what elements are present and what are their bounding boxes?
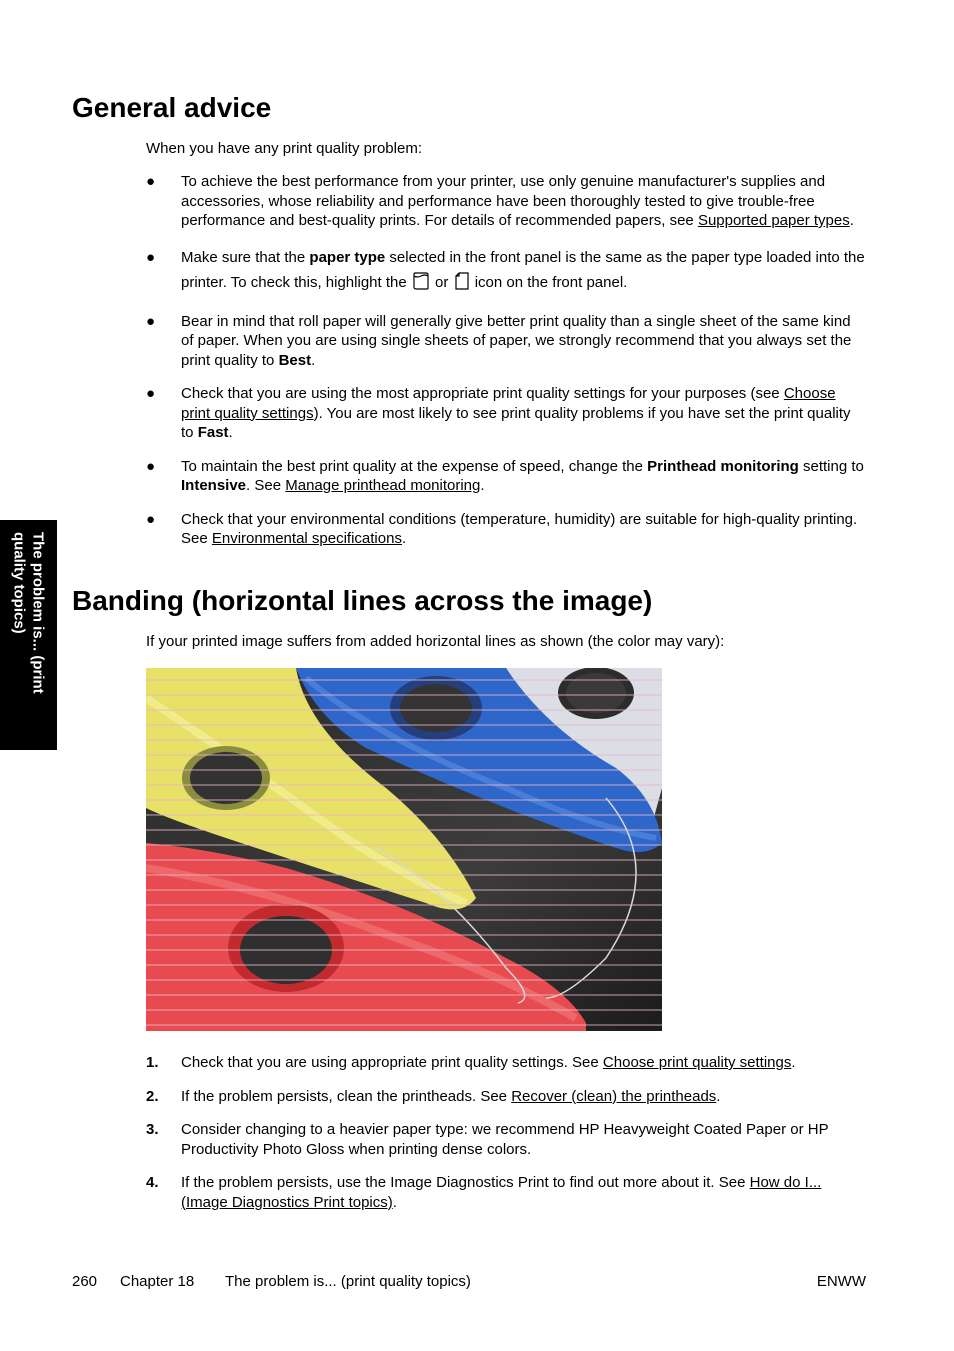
general-advice-heading: General advice [72, 92, 272, 123]
bullet-text: To maintain the best print quality at the expense of speed, change the [181, 457, 648, 475]
bullet-icon: ● [146, 457, 156, 475]
list-item [146, 457, 866, 496]
list-item [146, 1087, 866, 1107]
step-number: 3. [146, 1121, 159, 1138]
bullet-text-or: or [430, 273, 453, 291]
general-advice-list [146, 172, 866, 549]
link-environmental-specifications[interactable]: Environmental specifications [211, 530, 402, 547]
banding-steps [146, 1053, 866, 1212]
step-text: If the problem persists, clean the printheads. See [181, 1087, 512, 1105]
bullet-icon: ● [146, 248, 156, 266]
banding-example-image [146, 668, 662, 1031]
step-text: If the problem persists, use the Image Diagnostics Print to find out more about it. See [181, 1174, 750, 1191]
step-text: Check that you are using appropriate print quality settings. See [181, 1054, 603, 1071]
bullet-text-mid: selected in the front panel is the same as the paper type loaded into the printer. To check this, highlight the [181, 248, 865, 291]
bullet-text: Check that you are using the most appropriate print quality settings for your purposes (see [181, 385, 784, 402]
bold-paper-type: paper type [309, 248, 386, 266]
bullet-icon: ● [146, 385, 156, 402]
bold-best: Best [278, 351, 312, 369]
bullet-text: Check that your environmental conditions (temperature, humidity) are suitable for high-quality printing. See [181, 510, 858, 547]
roll-paper-icon [413, 272, 429, 298]
list-item [146, 172, 866, 231]
chapter-side-tab [0, 520, 57, 750]
link-image-diagnostics-print[interactable]: How do I... (Image Diagnostics Print topics) [181, 1174, 822, 1211]
list-item [146, 384, 866, 443]
side-tab-label: The problem is... (print quality topics) [10, 532, 47, 694]
step-number: 1. [146, 1054, 159, 1071]
banding-intro: If your printed image suffers from added horizontal lines as shown (the color may vary): [146, 633, 725, 650]
step-number: 4. [146, 1174, 159, 1191]
footer-chapter: Chapter 18 [120, 1273, 195, 1290]
step-number: 2. [146, 1087, 159, 1105]
list-item [146, 1053, 866, 1073]
bold-fast: Fast [197, 424, 229, 441]
footer-locale: ENWW [816, 1273, 866, 1290]
bullet-icon: ● [146, 173, 156, 190]
step-text-end: . [791, 1054, 796, 1071]
list-item [146, 1120, 866, 1159]
bold-intensive: Intensive [181, 477, 247, 494]
bullet-text-mid: setting to [798, 457, 864, 475]
bullet-text-end: . [849, 212, 854, 229]
bullet-text-end: icon on the front panel. [470, 273, 628, 291]
bullet-text: To achieve the best performance from your printer, use only genuine manufacturer's supplies and accessories, whose reliability and performance have been thoroughly tested to give trouble-free performance and best-quality prints. For details of recommended papers, see [181, 173, 826, 229]
footer-title: The problem is... (print quality topics) [225, 1273, 471, 1290]
link-choose-print-quality-settings[interactable]: Choose print quality settings [181, 385, 836, 422]
link-choose-print-quality-settings[interactable]: Choose print quality settings [602, 1054, 792, 1071]
page-number: 260 [72, 1273, 98, 1290]
banding-heading: Banding (horizontal lines across the image) [72, 585, 653, 616]
bold-printhead-monitoring: Printhead monitoring [647, 457, 799, 475]
bullet-icon: ● [146, 312, 156, 330]
bullet-text-end: . [228, 424, 233, 441]
list-item [146, 510, 866, 549]
link-supported-paper-types[interactable]: Supported paper types [697, 212, 850, 229]
general-advice-intro: When you have any print quality problem: [146, 140, 422, 157]
bullet-text: Make sure that the [181, 248, 310, 266]
bullet-text-mid: . See [246, 477, 286, 494]
bullet-icon: ● [146, 510, 156, 528]
bullet-text-end: . [401, 530, 407, 547]
sheet-paper-icon [455, 272, 469, 298]
step-text-end: . [392, 1193, 397, 1211]
bullet-text-mid: ). You are most likely to see print quality problems if you have set the print quality to [181, 404, 851, 441]
list-item [146, 312, 866, 371]
link-manage-printhead-monitoring[interactable]: Manage printhead monitoring [285, 477, 481, 494]
bullet-text-end: . [311, 351, 316, 369]
list-item [146, 245, 866, 298]
step-text: Consider changing to a heavier paper type: we recommend HP Heavyweight Coated Paper or HP Productivity Photo Gloss when printing dense colors. [181, 1121, 829, 1158]
bullet-text-end: . [480, 477, 485, 494]
bullet-text: Bear in mind that roll paper will generally give better print quality than a single sheet of the same kind of paper. When you are using single sheets of paper, we strongly recommend that you always set the print quality to [181, 312, 852, 369]
list-item [146, 1173, 866, 1212]
link-recover-clean-printheads[interactable]: Recover (clean) the printheads [511, 1087, 717, 1105]
step-text-end: . [716, 1087, 721, 1105]
